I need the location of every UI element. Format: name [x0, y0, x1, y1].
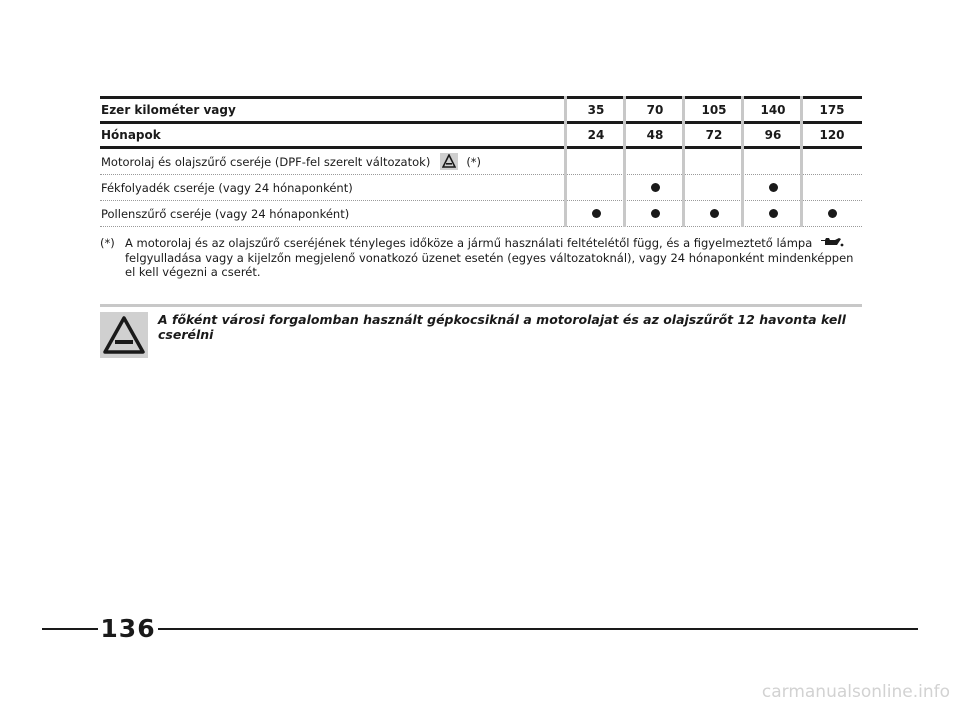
- schedule-cell: [568, 175, 624, 200]
- footer-line-left: [42, 628, 98, 630]
- schedule-cell: [627, 149, 683, 174]
- service-due-dot: [710, 209, 719, 218]
- service-due-dot: [592, 209, 601, 218]
- footnote-reference: (*): [466, 154, 482, 169]
- header-cell: 96: [745, 124, 801, 146]
- schedule-cell: [627, 201, 683, 226]
- schedule-cell: [804, 175, 860, 200]
- schedule-cell: [627, 175, 683, 200]
- header-label: Hónapok: [101, 128, 161, 142]
- service-item-text: Motorolaj és olajszűrő cseréje (DPF-fel szerelt változatok): [101, 154, 431, 169]
- service-due-dot: [769, 183, 778, 192]
- service-item-text: Pollenszűrő cseréje (vagy 24 hónaponként): [101, 206, 350, 221]
- header-cell: 72: [686, 124, 742, 146]
- table-row: [100, 149, 862, 175]
- service-item-label: [100, 153, 565, 170]
- table-row: [100, 201, 862, 227]
- column-separator: [741, 96, 744, 227]
- service-due-dot: [651, 209, 660, 218]
- header-cell: 105: [686, 99, 742, 121]
- service-due-dot: [769, 209, 778, 218]
- service-item-text: Fékfolyadék cseréje (vagy 24 hónaponként): [101, 180, 353, 195]
- footnote-text: [125, 236, 862, 279]
- schedule-cell: [686, 149, 742, 174]
- service-due-dot: [828, 209, 837, 218]
- header-cell: 175: [804, 99, 860, 121]
- service-item-label: [100, 207, 565, 221]
- header-cell: 24: [568, 124, 624, 146]
- oil-pressure-warning-icon: [820, 236, 844, 251]
- warning-text: A főként városi forgalomban használt gépkocsiknál a motorolajat és az olajszűrőt 12 havonta kell cserélni: [158, 312, 846, 342]
- footnote-text-part1: A motorolaj és az olajszűrő cseréjének tényleges időköze a jármű használati feltételétől függ, és a figyelmeztető lámpa: [125, 236, 813, 250]
- page-number: 136: [100, 614, 156, 643]
- service-item-label: [100, 181, 565, 195]
- watermark: carmanualsonline.info: [761, 682, 950, 702]
- column-separator: [800, 96, 803, 227]
- footnote-mark: (*): [100, 236, 115, 250]
- schedule-cell: [745, 175, 801, 200]
- schedule-cell: [804, 149, 860, 174]
- schedule-cell: [686, 175, 742, 200]
- column-separator: [623, 96, 626, 227]
- header-row: [100, 124, 862, 149]
- footnote-text-part2: felgyulladása vagy a kijelzőn megjelenő vonatkozó üzenet esetén (egyes változatoknál), vagy 24 hónaponként mindenképpen el kell végezni a cserét.: [125, 251, 854, 279]
- maintenance-schedule-table: [100, 96, 862, 227]
- column-separator: [682, 96, 685, 227]
- header-row: [100, 96, 862, 124]
- header-cell: 120: [804, 124, 860, 146]
- schedule-cell: [745, 201, 801, 226]
- table-row: [100, 175, 862, 201]
- service-due-dot: [651, 183, 660, 192]
- schedule-cell: [686, 201, 742, 226]
- header-cell: 35: [568, 99, 624, 121]
- footer-line-right: [158, 628, 918, 630]
- header-cell: 48: [627, 124, 683, 146]
- warning-triangle-icon: [440, 153, 458, 170]
- header-label: Ezer kilométer vagy: [101, 103, 236, 117]
- schedule-cell: [568, 149, 624, 174]
- warning-divider: [100, 304, 862, 307]
- schedule-cell: [745, 149, 801, 174]
- warning-triangle-icon: [100, 312, 148, 358]
- schedule-cell: [568, 201, 624, 226]
- footnote: [100, 236, 862, 279]
- column-separator: [564, 96, 567, 227]
- header-cell: 140: [745, 99, 801, 121]
- schedule-cell: [804, 201, 860, 226]
- header-cell: 70: [627, 99, 683, 121]
